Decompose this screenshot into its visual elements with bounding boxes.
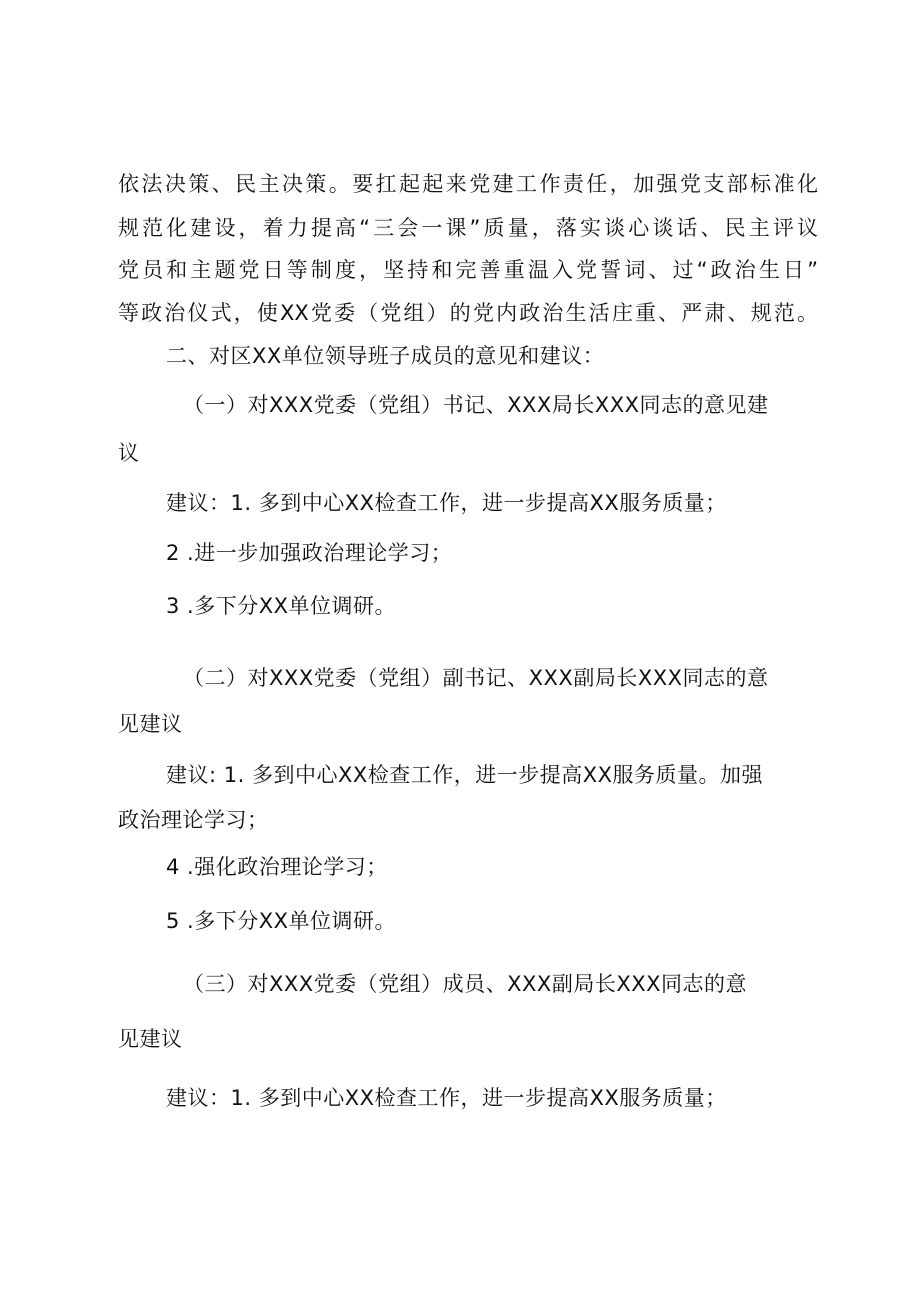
subsection-2-heading-continued: 见建议 <box>118 712 183 736</box>
subsection-2-item-4: 4 .强化政治理论学习； <box>166 855 388 879</box>
paragraph-line-2: 规范化建设，着力提高“三会一课”质量，落实谈心谈话、民主评议 <box>118 216 818 240</box>
subsection-2-item-5: 5 .多下分XX单位调研。 <box>166 909 396 933</box>
paragraph-line-3: 党员和主题党日等制度，坚持和完善重温入党誓词、过“政治生日” <box>118 258 818 282</box>
subsection-1-suggestion: 建议：1. 多到中心XX检查工作，进一步提高XX服务质量； <box>166 491 727 515</box>
subsection-1-heading: （一）对XXX党委（党组）书记、XXX局长XXX同志的意见建 <box>183 393 769 417</box>
subsection-3-heading-continued: 见建议 <box>118 1027 183 1051</box>
subsection-2-heading: （二）对XXX党委（党组）副书记、XXX副局长XXX同志的意 <box>183 666 769 690</box>
subsection-1-item-3: 3 .多下分XX单位调研。 <box>166 594 396 618</box>
paragraph-line-4: 等政治仪式，使XX党委（党组）的党内政治生活庄重、严肃、规范。 <box>118 301 818 325</box>
subsection-1-item-2: 2 .进一步加强政治理论学习； <box>166 541 453 565</box>
paragraph-line-1: 依法决策、民主决策。要扛起起来党建工作责任，加强党支部标准化 <box>118 172 818 196</box>
subsection-3-heading: （三）对XXX党委（党组）成员、XXX副局长XXX同志的意 <box>183 972 747 996</box>
subsection-3-suggestion: 建议：1. 多到中心XX检查工作，进一步提高XX服务质量； <box>166 1086 727 1110</box>
subsection-2-suggestion-continued: 政治理论学习； <box>118 808 269 832</box>
subsection-1-heading-continued: 议 <box>118 441 140 465</box>
subsection-2-suggestion: 建议: 1. 多到中心XX检查工作，进一步提高XX服务质量。加强 <box>166 763 764 787</box>
section-heading: 二、对区XX单位领导班子成员的意见和建议： <box>166 344 605 368</box>
